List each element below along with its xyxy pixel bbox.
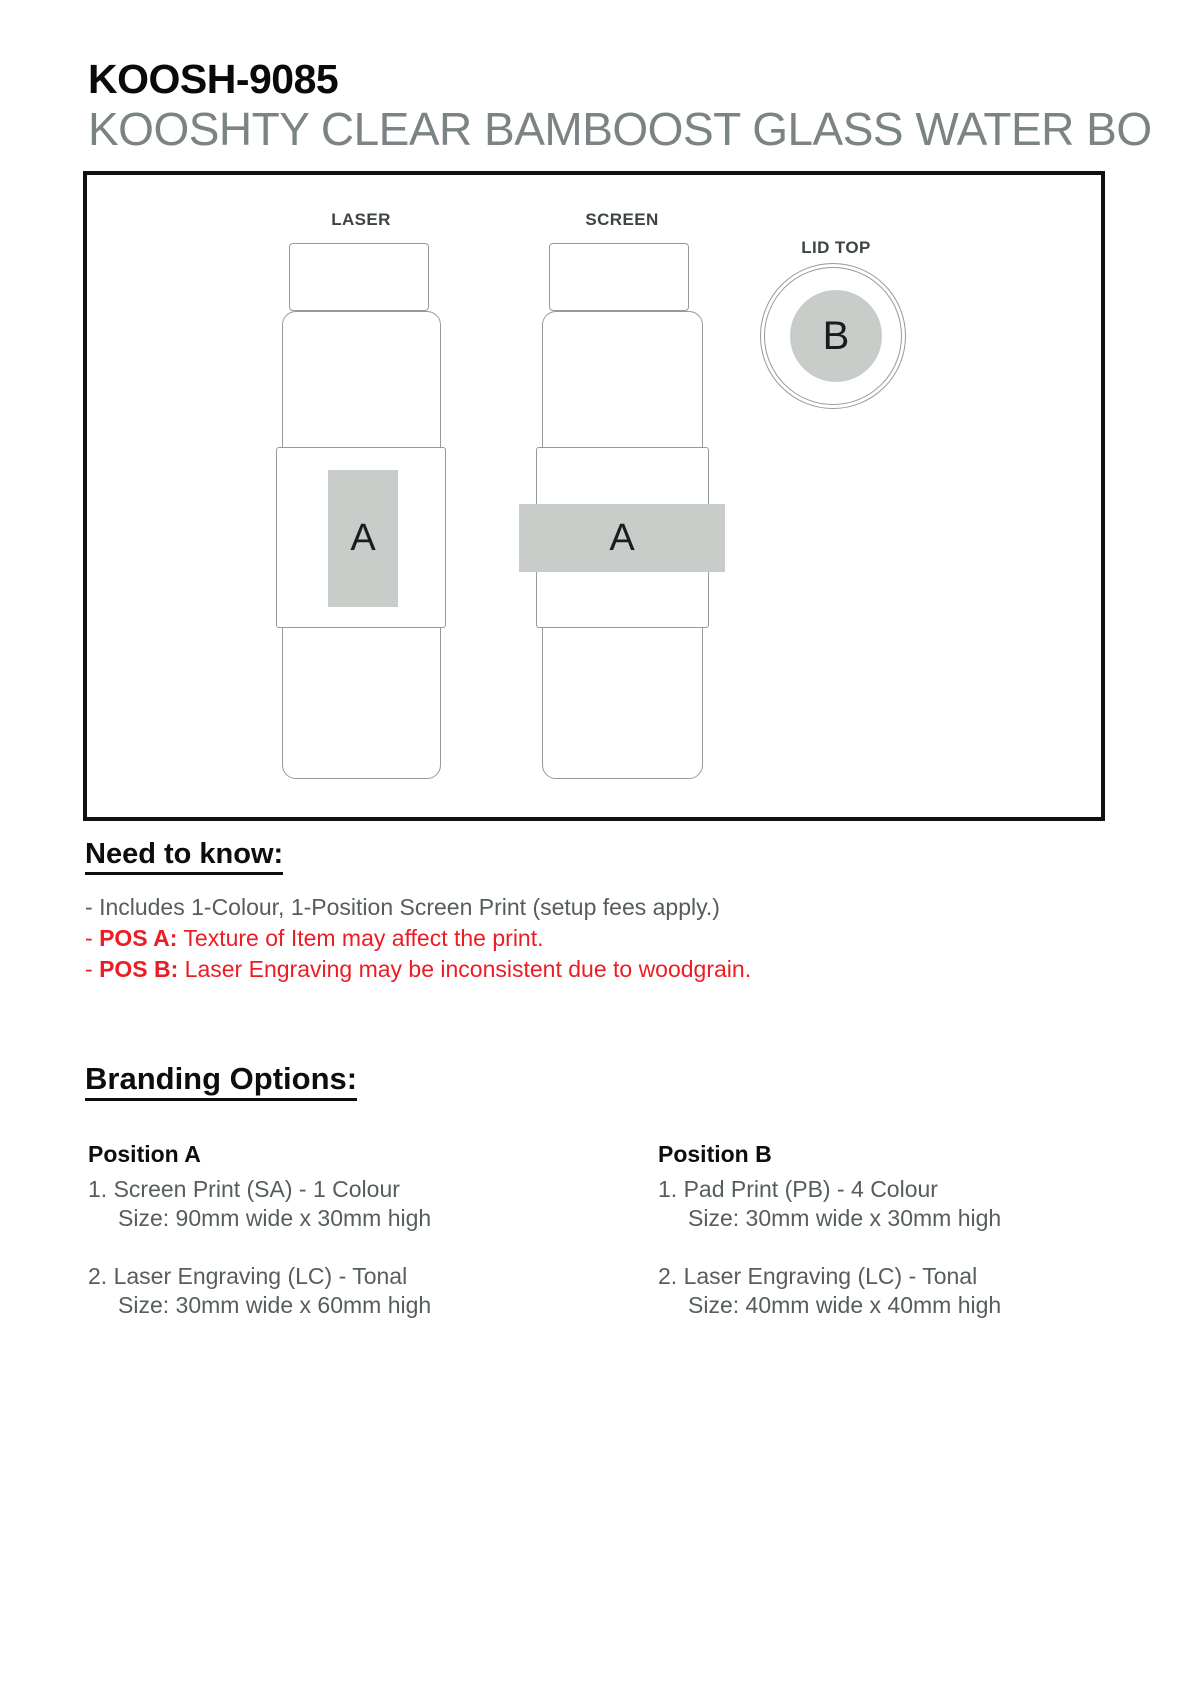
option-name: 2. Laser Engraving (LC) - Tonal bbox=[658, 1263, 978, 1289]
option-name: 2. Laser Engraving (LC) - Tonal bbox=[88, 1263, 408, 1289]
page-title-sku: KOOSH-9085 bbox=[88, 56, 339, 102]
need-to-know-item-includes: - Includes 1-Colour, 1-Position Screen Print (setup fees apply.) bbox=[85, 894, 720, 920]
position-a-option-1 bbox=[88, 1175, 568, 1233]
option-size: Size: 90mm wide x 30mm high bbox=[118, 1205, 432, 1231]
need-to-know-section bbox=[85, 838, 751, 985]
position-b-option-1 bbox=[658, 1175, 1138, 1233]
bottle-screen-cap bbox=[549, 243, 689, 311]
product-name: KOOSHTY CLEAR BAMBOOST GLASS WATER BO bbox=[88, 103, 1152, 155]
need-to-know-item-pos-b: - POS B: Laser Engraving may be inconsistent due to woodgrain. bbox=[85, 956, 752, 982]
option-name: 1. Pad Print (PB) - 4 Colour bbox=[658, 1176, 938, 1202]
screen-position-label: SCREEN bbox=[585, 210, 659, 229]
branding-options-section bbox=[85, 1061, 357, 1101]
need-to-know-list bbox=[85, 892, 751, 985]
position-b-option-2 bbox=[658, 1262, 1138, 1320]
option-name: 1. Screen Print (SA) - 1 Colour bbox=[88, 1176, 400, 1202]
position-a-option-2 bbox=[88, 1262, 568, 1320]
branding-options-heading: Branding Options: bbox=[85, 1061, 357, 1101]
option-size: Size: 30mm wide x 60mm high bbox=[118, 1292, 432, 1318]
need-to-know-heading: Need to know: bbox=[85, 838, 283, 875]
branding-column-position-a bbox=[88, 1140, 568, 1349]
position-b-mark: B bbox=[790, 290, 882, 382]
lid-top-label: LID TOP bbox=[801, 238, 871, 257]
laser-position-label: LASER bbox=[331, 210, 391, 229]
need-to-know-item-pos-a: - POS A: Texture of Item may affect the print. bbox=[85, 925, 544, 951]
position-a-mark-vertical: A bbox=[328, 470, 398, 607]
position-b-title: Position B bbox=[658, 1141, 772, 1167]
position-a-title: Position A bbox=[88, 1141, 201, 1167]
option-size: Size: 30mm wide x 30mm high bbox=[688, 1205, 1002, 1231]
bottle-laser-cap bbox=[289, 243, 429, 311]
option-size: Size: 40mm wide x 40mm high bbox=[688, 1292, 1002, 1318]
branding-column-position-b bbox=[658, 1140, 1138, 1349]
position-a-mark-horizontal: A bbox=[519, 504, 725, 572]
